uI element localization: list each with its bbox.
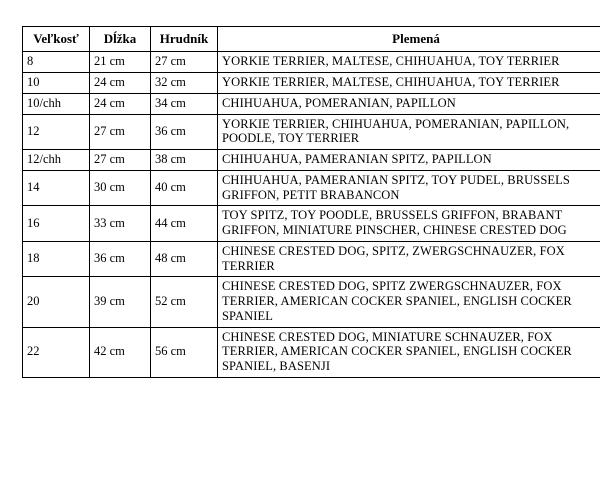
cell-length: 24 cm [90,73,151,94]
cell-size: 12 [23,114,90,150]
cell-length: 39 cm [90,277,151,327]
table-row [23,73,600,94]
cell-chest: 32 cm [151,73,218,94]
cell-length: 36 cm [90,241,151,277]
cell-breeds: YORKIE TERRIER, MALTESE, CHIHUAHUA, TOY TERRIER [218,52,600,73]
table-row [23,52,600,73]
cell-breeds: YORKIE TERRIER, CHIHUAHUA, POMERANIAN, PAPILLON, POODLE, TOY TERRIER [218,114,600,150]
cell-breeds: CHIHUAHUA, POMERANIAN, PAPILLON [218,93,600,114]
cell-size: 22 [23,327,90,377]
cell-chest: 36 cm [151,114,218,150]
cell-length: 27 cm [90,150,151,171]
table-header [23,27,600,52]
cell-length: 24 cm [90,93,151,114]
cell-size: 8 [23,52,90,73]
cell-breeds: CHINESE CRESTED DOG, SPITZ ZWERGSCHNAUZER, FOX TERRIER, AMERICAN COCKER SPANIEL, ENGLISH COCKER SPANIEL [218,277,600,327]
table-header-row [23,27,600,52]
table-row [23,327,600,377]
table-row [23,114,600,150]
cell-chest: 44 cm [151,206,218,242]
cell-length: 33 cm [90,206,151,242]
cell-chest: 48 cm [151,241,218,277]
cell-breeds: CHINESE CRESTED DOG, MINIATURE SCHNAUZER, FOX TERRIER, AMERICAN COCKER SPANIEL, ENGLISH COCKER SPANIEL, BASENJI [218,327,600,377]
column-header-breeds: Plemená [218,27,600,52]
table-row [23,241,600,277]
cell-size: 10/chh [23,93,90,114]
cell-size: 12/chh [23,150,90,171]
cell-breeds: CHINESE CRESTED DOG, SPITZ, ZWERGSCHNAUZER, FOX TERRIER [218,241,600,277]
table-row [23,277,600,327]
cell-breeds: CHIHUAHUA, PAMERANIAN SPITZ, TOY PUDEL, BRUSSELS GRIFFON, PETIT BRABANCON [218,170,600,206]
cell-chest: 34 cm [151,93,218,114]
cell-size: 10 [23,73,90,94]
dog-size-table [22,26,600,378]
cell-chest: 40 cm [151,170,218,206]
table-row [23,150,600,171]
table-row [23,170,600,206]
table-row [23,206,600,242]
cell-chest: 38 cm [151,150,218,171]
table-body [23,52,600,378]
column-header-length: Dĺžka [90,27,151,52]
cell-breeds: YORKIE TERRIER, MALTESE, CHIHUAHUA, TOY TERRIER [218,73,600,94]
cell-length: 30 cm [90,170,151,206]
cell-length: 21 cm [90,52,151,73]
cell-chest: 27 cm [151,52,218,73]
cell-size: 16 [23,206,90,242]
cell-size: 18 [23,241,90,277]
cell-chest: 52 cm [151,277,218,327]
cell-size: 20 [23,277,90,327]
cell-breeds: TOY SPITZ, TOY POODLE, BRUSSELS GRIFFON, BRABANT GRIFFON, MINIATURE PINSCHER, CHINESE CRESTED DOG [218,206,600,242]
cell-length: 42 cm [90,327,151,377]
cell-chest: 56 cm [151,327,218,377]
column-header-chest: Hrudník [151,27,218,52]
column-header-size: Veľkosť [23,27,90,52]
cell-breeds: CHIHUAHUA, PAMERANIAN SPITZ, PAPILLON [218,150,600,171]
cell-length: 27 cm [90,114,151,150]
table-row [23,93,600,114]
cell-size: 14 [23,170,90,206]
